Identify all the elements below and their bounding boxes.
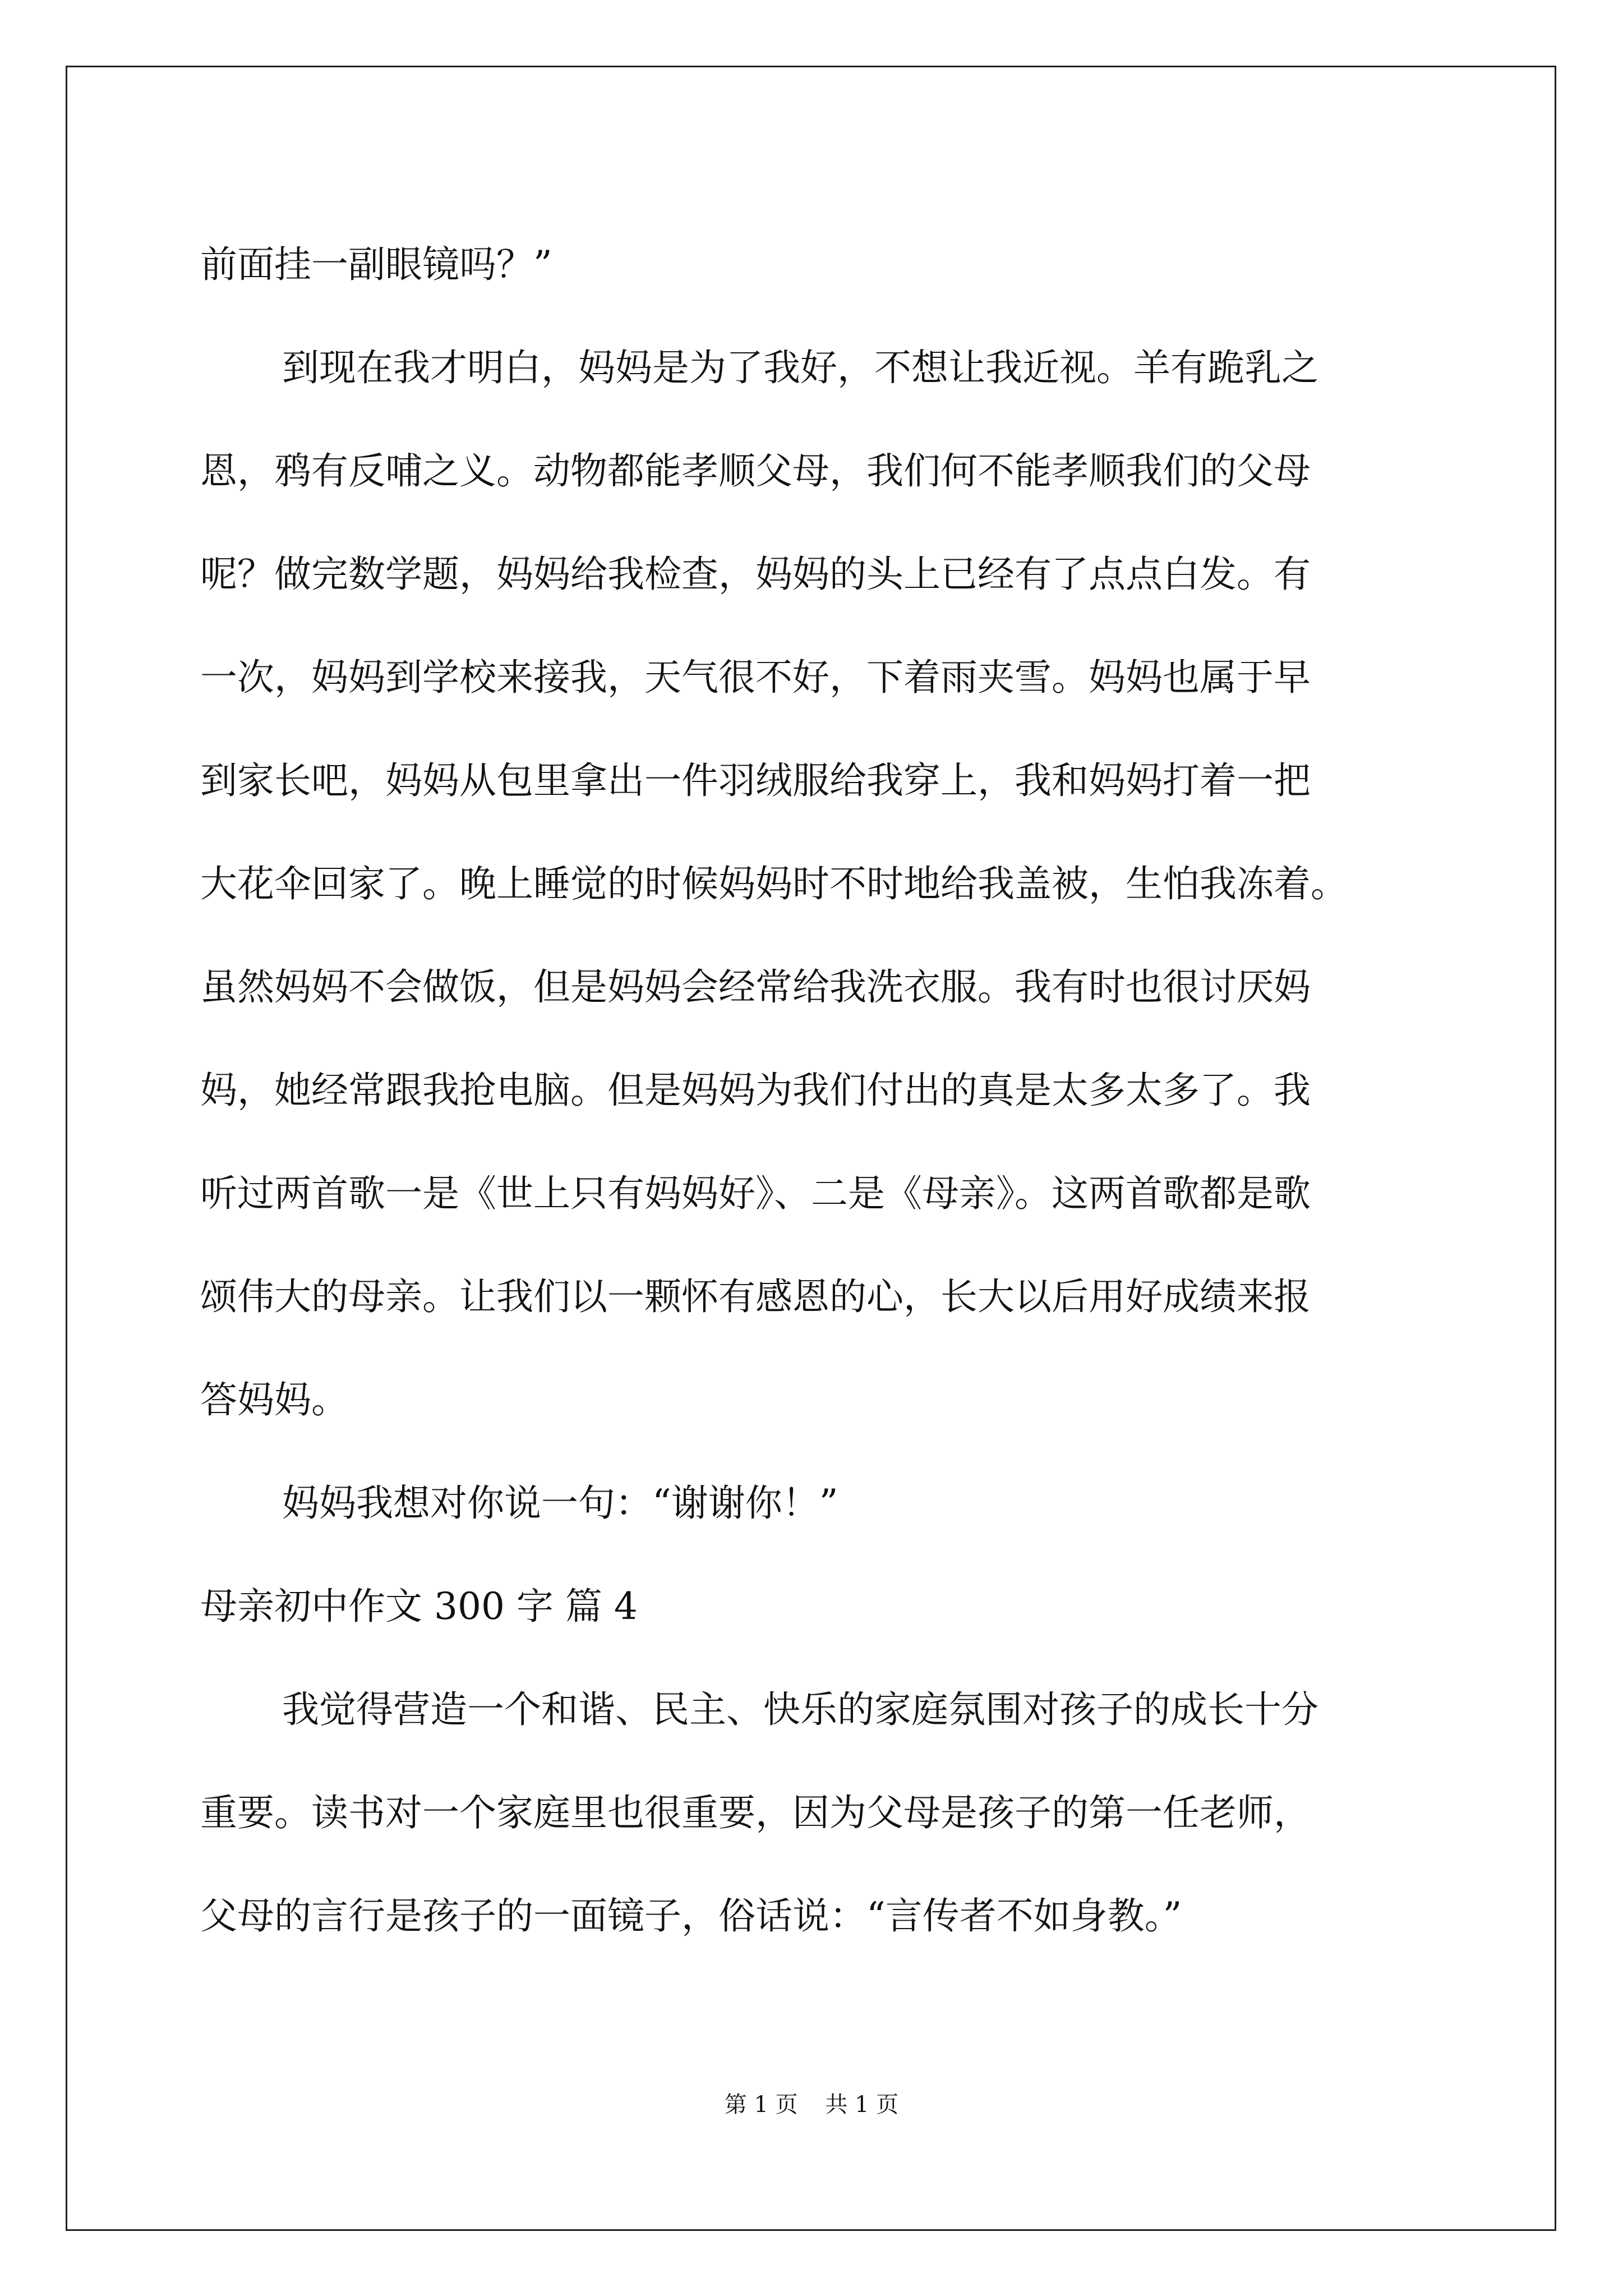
text-line: 恩，鸦有反哺之义。动物都能孝顺父母，我们何不能孝顺我们的父母 <box>200 449 1311 493</box>
text-line: 妈妈我想对你说一句：“谢谢你！” <box>282 1481 838 1525</box>
text-line: 到现在我才明白，妈妈是为了我好，不想让我近视。羊有跪乳之 <box>282 346 1318 389</box>
page-total: 共 1 页 <box>825 2092 899 2118</box>
text-line: 前面挂一副眼镜吗？” <box>200 243 552 286</box>
section-heading: 母亲初中作文 300 字 篇 4 <box>200 1585 638 1628</box>
text-line: 答妈妈。 <box>200 1378 348 1421</box>
text-line: 听过两首歌一是《世上只有妈妈好》、二是《母亲》。这两首歌都是歌 <box>200 1172 1311 1215</box>
text-line: 到家长吧，妈妈从包里拿出一件羽绒服给我穿上，我和妈妈打着一把 <box>200 759 1311 802</box>
text-line: 妈，她经常跟我抢电脑。但是妈妈为我们付出的真是太多太多了。我 <box>200 1069 1311 1112</box>
page-number: 第 1 页 <box>724 2092 798 2118</box>
text-line: 大花伞回家了。晚上睡觉的时候妈妈时不时地给我盖被，生怕我冻着。 <box>200 862 1348 905</box>
document-body <box>200 213 1434 1968</box>
text-line: 呢？做完数学题，妈妈给我检查，妈妈的头上已经有了点点白发。有 <box>200 553 1311 596</box>
page-footer <box>0 2087 1623 2119</box>
text-line: 我觉得营造一个和谐、民主、快乐的家庭氛围对孩子的成长十分 <box>282 1688 1318 1731</box>
text-line: 一次，妈妈到学校来接我，天气很不好，下着雨夹雪。妈妈也属于早 <box>200 656 1311 699</box>
text-line: 重要。读书对一个家庭里也很重要，因为父母是孩子的第一任老师， <box>200 1791 1311 1834</box>
text-line: 父母的言行是孩子的一面镜子，俗话说：“言传者不如身教。” <box>200 1894 1182 1938</box>
text-line: 虽然妈妈不会做饭，但是妈妈会经常给我洗衣服。我有时也很讨厌妈 <box>200 965 1311 1009</box>
text-line: 颂伟大的母亲。让我们以一颗怀有感恩的心，长大以后用好成绩来报 <box>200 1275 1311 1318</box>
